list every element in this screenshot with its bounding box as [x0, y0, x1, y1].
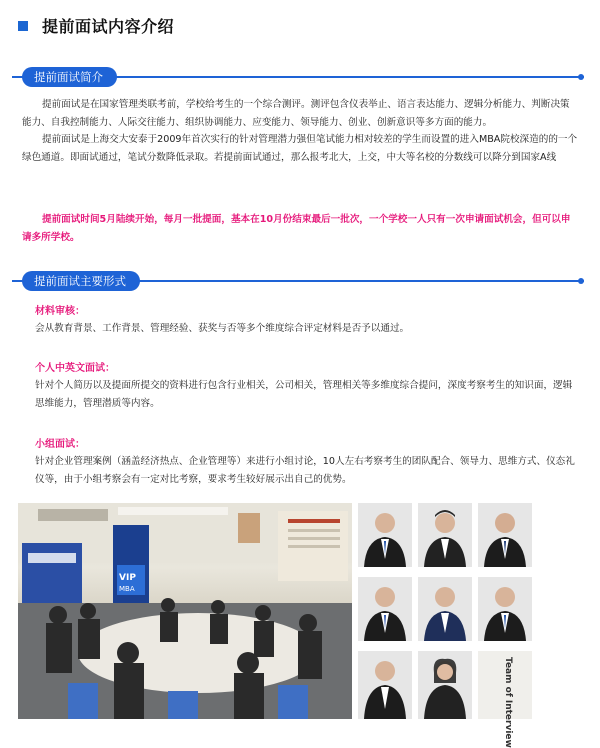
form-text-personal: 针对个人简历以及提面所提交的资料进行包含行业相关，公司相关，管理相关等多维度综合提问，深度考察考生的知识面，逻辑思维能力，管理潜质等内容。 — [35, 380, 573, 409]
intro-paragraph-2: 提前面试是上海交大安泰于2009年首次实行的针对管理潜力强但笔试能力相对较差的学生而设置的进入MBA院校深造的的一个绿色通道。即面试通过，笔试分数降低录取。若提前面试通过，那么报考北大，上交，中大等名校的分数线可以降分到国家A线 — [22, 134, 578, 163]
form-text-material: 会从教育背景、工作背景、管理经验、获奖与否等多个维度综合评定材料是否予以通过。 — [35, 323, 410, 334]
section-forms-header — [12, 271, 584, 291]
portrait-photo — [478, 503, 532, 567]
intro-paragraph-1: 提前面试是在国家管理类联考前，学校给考生的一个综合测评。测评包含仪表举止、语言表达能力、逻辑分析能力、判断决策能力、自我控制能力、人际交往能力、组织协调能力、应变能力、领导能力、创业、创新意识等多方面的能力。 — [22, 99, 570, 128]
portrait-photo — [358, 577, 412, 641]
group-interview-photo — [18, 503, 352, 719]
title-square-icon — [18, 21, 28, 31]
team-of-interview-text: Team of Interview — [503, 657, 513, 748]
section-forms-label: 提前面试主要形式 — [22, 271, 140, 291]
section-intro-header — [12, 67, 584, 87]
form-text-group: 针对企业管理案例（涵盖经济热点、企业管理等）来进行小组讨论，10人左右考察考生的团队配合、领导力、思维方式、仪态礼仪等，由于小组考察会有一定对比考察，要求考生较好展示出自己的优势。 — [35, 456, 575, 485]
form-title-material: 材料审核： — [35, 306, 85, 317]
portrait-photo — [358, 651, 412, 719]
classroom-scene-illustration — [18, 503, 352, 719]
form-title-personal: 个人中英文面试： — [35, 363, 115, 374]
portrait-photo — [418, 577, 472, 641]
portrait-photo — [418, 503, 472, 567]
intro-paragraph-highlight: 提前面试时间5月陆续开始，每月一批提面，基本在10月份结束最后一批次，一个学校一人只有一次申请面试机会，但可以申请多所学校。 — [22, 214, 571, 243]
page-title: 提前面试内容介绍 — [42, 17, 175, 36]
interviewer-portraits — [358, 503, 594, 748]
section-intro-label: 提前面试简介 — [22, 67, 117, 87]
page-header — [18, 14, 174, 37]
banner-mba-text: MBA — [119, 585, 135, 593]
banner-vip-text: VIP — [119, 573, 136, 583]
team-of-interview-caption — [478, 651, 532, 748]
portrait-photo — [478, 577, 532, 641]
portrait-photo — [358, 503, 412, 567]
portrait-photo — [418, 651, 472, 719]
form-title-group: 小组面试： — [35, 439, 85, 450]
